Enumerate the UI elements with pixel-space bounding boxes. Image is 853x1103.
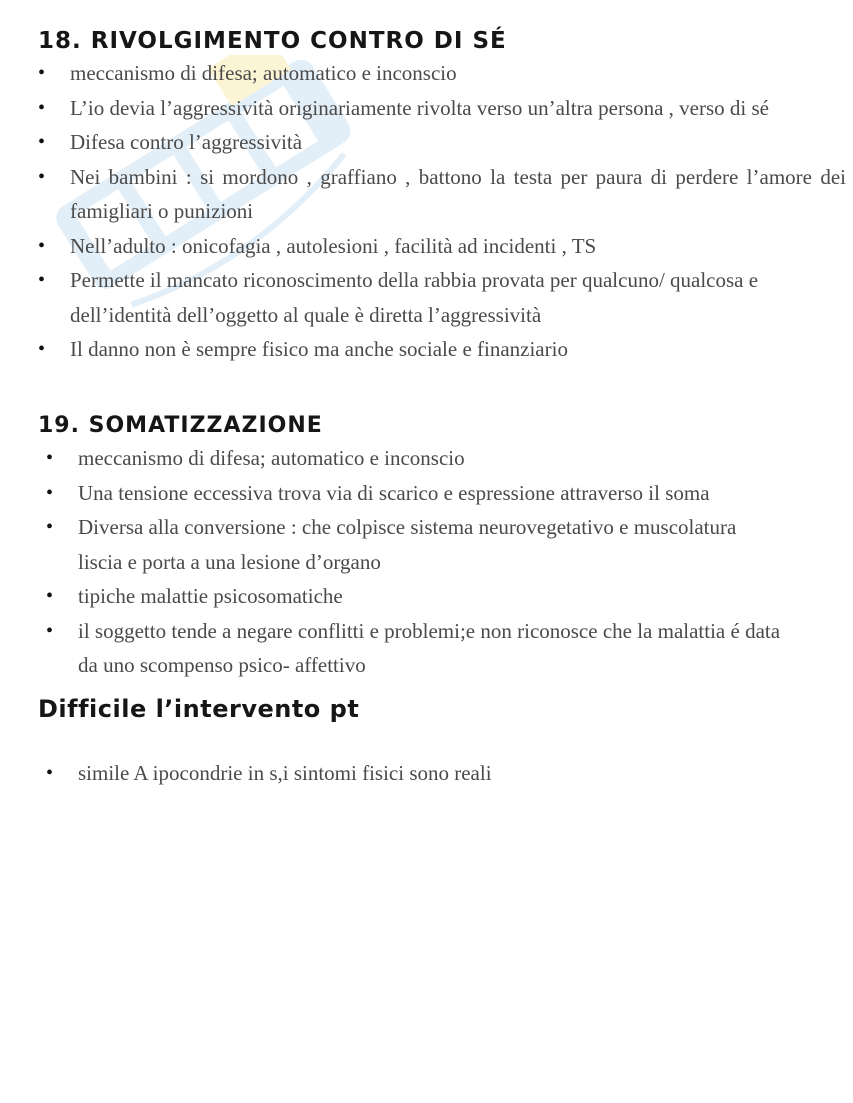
note-list (46, 756, 846, 791)
bullet-icon: • (46, 516, 54, 538)
bullet-icon: • (38, 62, 46, 84)
list-item: • Nei bambini : si mordono , graffiano , battono la testa per paura di perdere l’amore dei famigliari o punizioni (70, 160, 846, 229)
list-item: • Difesa contro l’aggressività (70, 125, 846, 160)
list-item: • meccanismo di difesa; automatico e inconscio (78, 441, 846, 476)
bullet-icon: • (38, 338, 46, 360)
list-item: • Diversa alla conversione : che colpisce sistema neurovegetativo e muscolatura liscia e porta a una lesione d’organo (78, 510, 743, 579)
list-item: • tipiche malattie psicosomatiche (78, 579, 846, 614)
bullet-icon: • (38, 96, 46, 119)
bullet-icon: • (38, 234, 46, 257)
list-item: • Una tensione eccessiva trova via di scarico e espressione attraverso il soma (78, 476, 846, 511)
list-item: • Permette il mancato riconoscimento della rabbia provata per qualcuno/ qualcosa e dell’identità dell’oggetto al quale è diretta l’aggressività (70, 263, 805, 332)
bullet-icon: • (46, 447, 54, 469)
section-19-list (46, 441, 846, 683)
bullet-icon: • (38, 165, 46, 188)
list-item: • simile A ipocondrie in s,i sintomi fisici sono reali (78, 756, 846, 791)
bullet-icon: • (38, 131, 46, 153)
list-item: • L’io devia l’aggressività originariamente rivolta verso un’altra persona , verso di sé (70, 91, 846, 126)
section-18-list (38, 56, 846, 367)
bullet-icon: • (46, 762, 54, 784)
section-18-title: 18. RIVOLGIMENTO CONTRO DI SÉ (38, 28, 507, 54)
section-19-title: 19. SOMATIZZAZIONE (38, 413, 323, 438)
bullet-icon: • (46, 585, 54, 607)
list-item: • Il danno non è sempre fisico ma anche sociale e finanziario (70, 332, 846, 367)
list-item: • il soggetto tende a negare conflitti e problemi;e non riconosce che la malattia é data da uno scompenso psico- affettivo (78, 614, 783, 683)
bullet-icon: • (46, 619, 54, 642)
list-item: • Nell’adulto : onicofagia , autolesioni , facilità ad incidenti , TS (70, 229, 846, 264)
list-item: • meccanismo di difesa; automatico e inconscio (70, 56, 846, 91)
note-title: Difficile l’intervento pt (38, 695, 360, 723)
bullet-icon: • (38, 269, 46, 291)
bullet-icon: • (46, 481, 54, 504)
